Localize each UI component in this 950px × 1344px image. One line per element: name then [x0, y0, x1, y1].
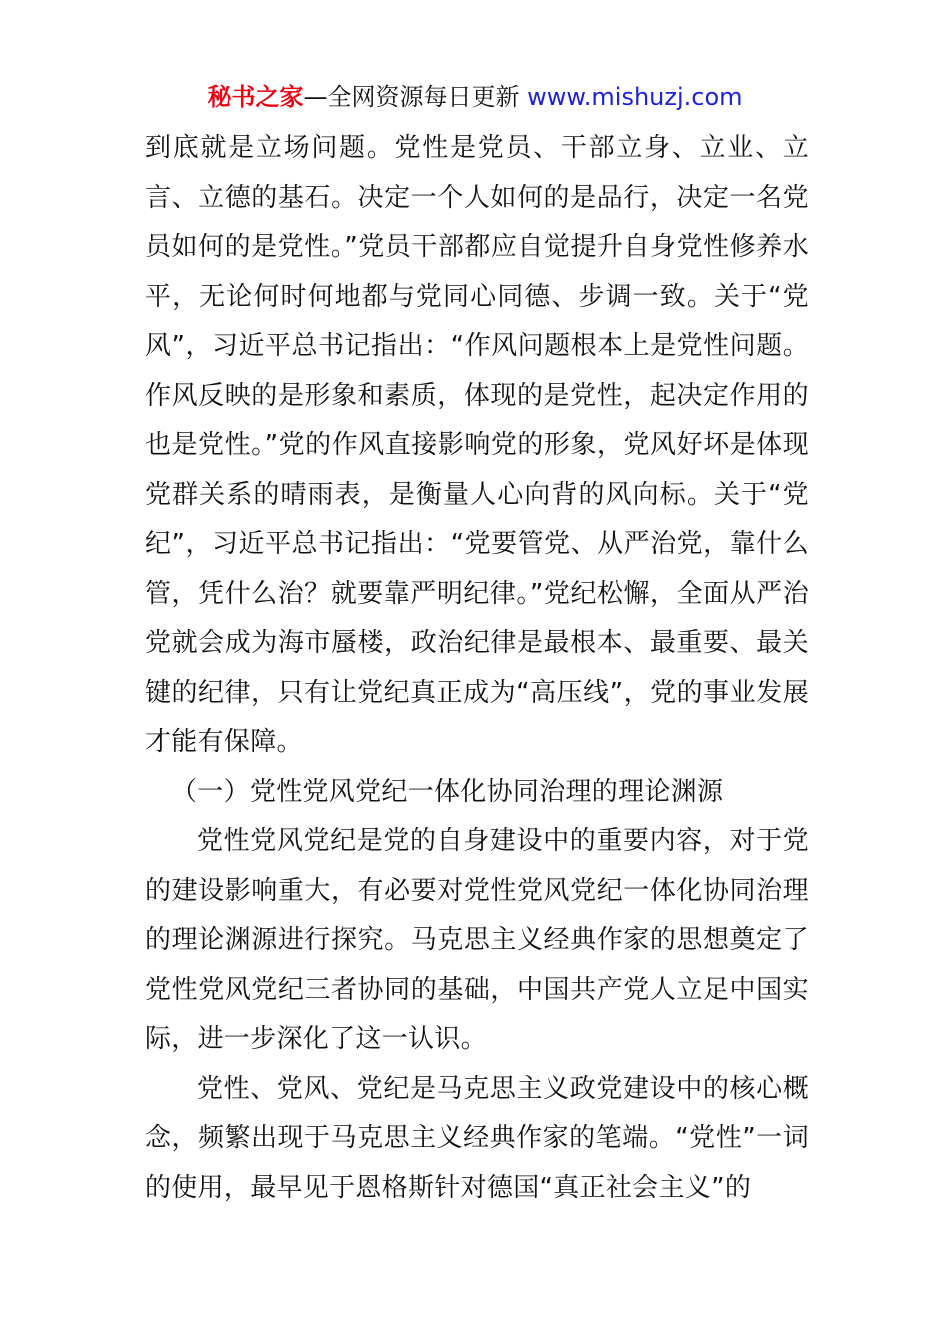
page-header: [0, 80, 950, 114]
document-body: [145, 124, 809, 1213]
paragraph-continued: 到底就是立场问题。党性是党员、干部立身、立业、立言、立德的基石。决定一个人如何的是品行，决定一名党员如何的是党性。”党员干部都应自觉提升自身党性修养水平，无论何时何地都与党同心同德、步调一致。关于“党风”，习近平总书记指出：“作风问题根本上是党性问题。作风反映的是形象和素质，体现的是党性，起决定作用的也是党性。”党的作风直接影响党的形象，党风好坏是体现党群关系的晴雨表，是衡量人心向背的风向标。关于“党纪”，习近平总书记指出：“党要管党、从严治党，靠什么管，凭什么治？就要靠严明纪律。”党纪松懈，全面从严治党就会成为海市蜃楼，政治纪律是最根本、最重要、最关键的纪律，只有让党纪真正成为“高压线”，党的事业发展才能有保障。: [145, 133, 809, 757]
paragraph: 党性、党风、党纪是马克思主义政党建设中的核心概念，频繁出现于马克思主义经典作家的笔端。“党性”一词的使用，最早见于恩格斯针对德国“真正社会主义”的: [145, 1073, 809, 1203]
paragraph: 党性党风党纪是党的自身建设中的重要内容，对于党的建设影响重大，有必要对党性党风党纪一体化协同治理的理论渊源进行探究。马克思主义经典作家的思想奠定了党性党风党纪三者协同的基础，中国共产党人立足中国实际，进一步深化了这一认识。: [145, 826, 809, 1054]
header-slogan: —全网资源每日更新: [303, 83, 528, 111]
section-heading: （一）党性党风党纪一体化协同治理的理论渊源: [171, 776, 724, 807]
header-brand: 秘书之家: [207, 83, 304, 111]
header-url-link[interactable]: www.mishuzj.com: [527, 83, 743, 111]
